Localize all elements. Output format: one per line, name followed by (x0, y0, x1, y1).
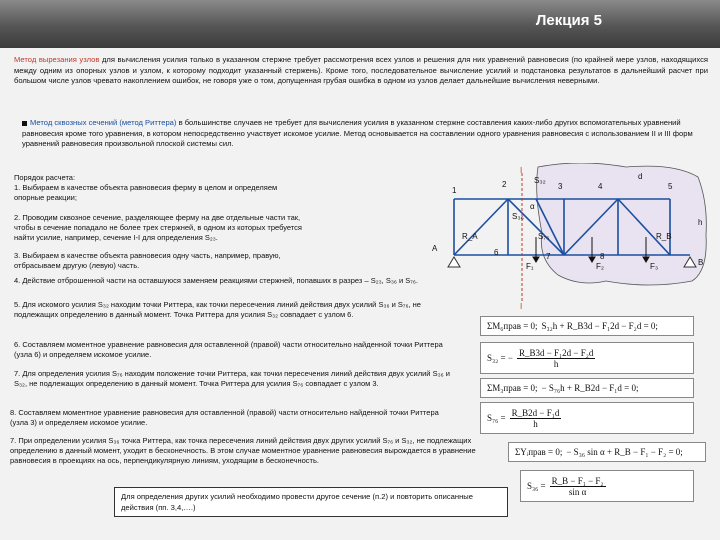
eq3-rest: − S₇₆h + R_B2d − F₁d = 0; (541, 383, 639, 393)
node-6: 6 (494, 248, 499, 257)
eq4-den: h (533, 418, 538, 429)
eq5-sum: ΣYᵢправ = 0; (515, 447, 563, 457)
eq2-den: h (553, 358, 559, 369)
label-ra: R_A (462, 232, 478, 241)
eq3-sum: ΣM₃прав = 0; (487, 383, 538, 393)
step-6: 6. Составляем моментное уравнение равновесия для оставленной (правой) части относительно найденной точки Риттера (узла 6) и определяем искомое усилие. (14, 340, 443, 360)
equation-s36 (520, 470, 694, 502)
node-5: 5 (668, 182, 673, 191)
label-section-top: I (520, 166, 523, 175)
label-h: h (698, 218, 703, 227)
label-s32: S₃₂ (534, 176, 546, 185)
equation-moment-6 (480, 316, 694, 336)
label-f1: F₁ (526, 262, 534, 271)
header-bar (0, 0, 720, 48)
method-lead: Метод сквозных сечений (метод Риттера) (30, 118, 177, 127)
label-rb: R_B (656, 232, 672, 241)
node-4: 4 (598, 182, 603, 191)
step-3: 3. Выбираем в качестве объекта равновесия одну часть, например, правую, отбрасываем другую (левую) часть. (14, 251, 281, 271)
label-s76: S₇₆ (538, 232, 550, 241)
step-2: 2. Проводим сквозное сечение, разделяющее ферму на две отдельные части так, чтобы в сечение попадало не более трех стержней, в одном из которых требуется найти усилие, например, сечение I-I для определения S₂₃. (14, 213, 302, 243)
step-4: 4. Действие отброшенной части на оставшуюся заменяем реакциями стержней, попавших в разрез – S₂₃, S₃₆ и S₇₆. (14, 276, 418, 285)
support-a (448, 257, 460, 267)
eq6-num: R_B − F₁ − F₂ (551, 475, 604, 486)
label-a: A (432, 244, 438, 253)
label-f2: F₂ (596, 262, 604, 271)
eq1-rest: S₃₂h + R_B3d − F₁2d − F₂d = 0; (541, 321, 658, 331)
method-paragraph (22, 118, 708, 150)
intro-lead: Метод вырезания узлов (14, 55, 100, 64)
label-alpha: α (530, 202, 535, 211)
step-8: 8. Составляем моментное уравнение равновесия для оставленной (правой) части относительно найденной точки Риттера (узла 3) и определяем искомое усилие. (10, 408, 439, 428)
label-s36: S₃₆ (512, 212, 524, 221)
bullet-icon (22, 121, 27, 126)
label-section-bottom: I (520, 302, 523, 311)
step-7: 7. Для определения усилия S₇₆ находим положение точки Риттера, как точки пересечения линий действия двух усилий S₃₆ и S₃₂, не подлежащих определению в данный момент. Точка Риттера для усилия S₇₆ совпадает с узлом 3. (14, 369, 450, 389)
eq4-lhs: S₇₆ = (487, 413, 506, 423)
eq4-num: R_B2d − F₁d (511, 407, 560, 418)
eq2-num: R_B3d − F₁2d − F₂d (518, 347, 594, 358)
node-8: 8 (600, 252, 605, 261)
node-3: 3 (558, 182, 563, 191)
node-7: 7 (546, 252, 551, 261)
step-1: 1. Выбираем в качестве объекта равновесия ферму в целом и определяем опорные реакции; (14, 183, 278, 203)
equation-s32 (480, 342, 694, 374)
step-9: 7. При определении усилия S₃₆ точка Риттера, как точка пересечения линий действия двух других усилий S₇₆ и S₃₂, не подлежащих определению в данный момент, уходит в бесконечность. В этом случае моментное уравнение равновесия вырождается в уравнение равновесия в проекциях на ось, перпендикулярную линиям, уходящим в бесконечность. (10, 436, 476, 466)
eq6-lhs: S₃₆ = (527, 481, 546, 491)
truss-diagram (430, 163, 708, 311)
label-d: d (638, 172, 643, 181)
lecture-title: Лекция 5 (535, 12, 602, 29)
eq2-lhs: S₃₂ = − (487, 353, 513, 363)
intro-paragraph (14, 55, 708, 87)
bottom-note: Для определения других усилий необходимо провести другое сечение (п.2) и повторить описанные действия (пп. 3,4,….) (114, 487, 508, 517)
eq6-den: sin α (568, 486, 587, 497)
label-f3: F₃ (650, 262, 659, 271)
label-b: B (698, 258, 704, 267)
step-5: 5. Для искомого усилия S₃₂ находим точки Риттера, как точки пересечения линий действия двух усилий S₃₆ и S₇₆, не подлежащих определению в данный момент. Точка Риттера для усилия S₃₂ совпадает с узлом 6. (14, 300, 421, 320)
equation-s76 (480, 402, 694, 434)
node-1: 1 (452, 186, 457, 195)
steps-heading: Порядок расчета: (14, 173, 76, 182)
equation-moment-3 (480, 378, 694, 398)
intro-text: для вычисления усилия только в указанном стержне требует рассмотрения всех узлов и решения для них уравнений равновесия (по крайней мере узлов, находящихся между одним из опорных узлов и узлом, к которому подходит указанный стержень). Кроме того, последовательное вычисление усилий и подстановка результатов в дальнейший расчет при большом числе узлов чревато накоплением ошибок, не говоря уже о том, допущенная грубая ошибка в одном из узлов делает дальнейшие вычисления неверными. (14, 55, 708, 85)
node-2: 2 (502, 180, 507, 189)
method-text: в большинстве случаев не требует для вычисления усилия в указанном стержне составления каких-либо других вспомогательных уравнений равновесия кроме того уравнения, в котором непосредственно участвует искомое усилие. Метод основывается на составлении одного уравнения равновесия с использованием II и III форм уравнений равновесия произвольной плоской системы сил. (22, 118, 693, 148)
equation-projection (508, 442, 706, 462)
eq5-rest: − S₃₆ sin α + R_B − F₁ − F₂ = 0; (566, 447, 683, 457)
eq1-sum: ΣM₆прав = 0; (487, 321, 538, 331)
